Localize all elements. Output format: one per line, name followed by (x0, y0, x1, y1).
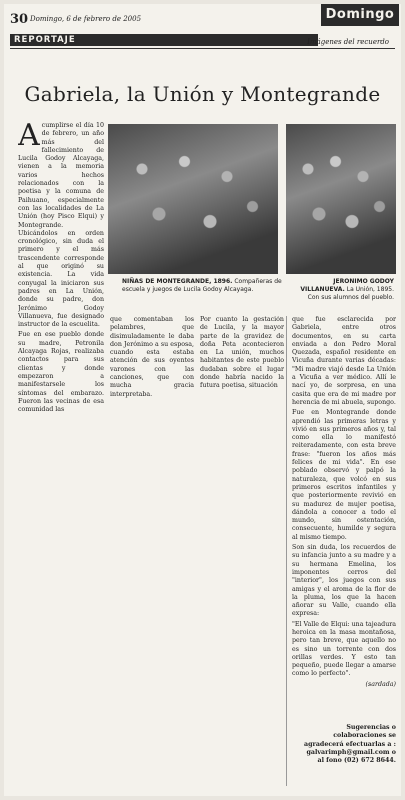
caption-title: JERONIMO GODOY VILLANUEVA. (300, 278, 394, 293)
caption-text: Compañeras de escuela y juegos de Lucila Godoy Alcayaga. (122, 278, 282, 293)
article-signature: (sardada) (365, 680, 396, 688)
header-rule (10, 48, 395, 49)
footer-email: galvarimph@gmail.com o (306, 748, 396, 756)
section-banner: REPORTAJE (10, 34, 318, 46)
article-column-3 (200, 316, 284, 406)
footer-phone: al fono (02) 672 8644. (317, 757, 396, 765)
newspaper-page (4, 4, 401, 796)
caption-title: NIÑAS DE MONTEGRANDE, 1896. (122, 278, 233, 285)
article-paragraph: Fue en ese pueblo donde su madre, Petronila Alcayaga Rojas, realizaba contactos para sus clientas y donde empezaron a manifestarsele los síntomas del embarazo. Fueron las vecinas de esa comunidad las (18, 331, 104, 414)
caption-text: La Unión, 1895. Con sus alumnos del pueblo. (307, 286, 394, 301)
photo-ninas-caption (122, 278, 282, 294)
photo-jeronimo (286, 124, 396, 274)
drop-cap: A (18, 122, 40, 153)
footer-note-line: Sugerencias o colaboraciones se agradecerá efectuarlas a : (304, 724, 396, 748)
article-column-2 (110, 316, 194, 406)
column-divider (286, 316, 287, 786)
article-lead: cumplirse el día 10 de febrero, un año más del fallecimiento de Lucila Godoy Alcayaga, vienen a la memoria varios hechos relacionados con la poetisa y la comuna de Paihuano, especialmente con las localidades de La Unión (hoy Pisco Elqui) y Montegrande. Ubicándolos en orden cronológico, sin duda el primero y el más trascendente corresponde al que originó su existencia. La vida conyugal la iniciaron sus padres en La Unión, donde su padre, don Jerónimo Godoy Villanueva, fue designado instructor de la escuelita. (18, 122, 104, 329)
article-paragraph: Son sin duda, los recuerdos de su infancia junto a su madre y a su hermana Emelina, los imponentes cerros del "interior", los juegos con sus amigas y el aroma de la flor de la pluma, los que la hacen añorar su Valle, cuando ella expresa: (292, 544, 396, 618)
article-paragraph: Por cuanto la gestación de Lucila, y la mayor parte de la gravidez de doña Peta acontecieron en La unión, muchos habitantes de este pueblo dudaban sobre el lugar donde habría nacido la futura poetisa, situación (200, 316, 284, 390)
footer-note (296, 724, 396, 765)
photo-jeronimo-image (286, 124, 396, 274)
article-paragraph: Fue en Montegrande donde aprendió las primeras letras y vivió en sus primeros años y, tal como ella lo manifestó reiteradamente, con esta breve frase: "fueron los años más felices de mi vida". En ese poblado observó y palpó la naturaleza, que volcó en sus primeros escritos infantiles y que posteriormente revivió en su madurez de mujer poetisa, dándola a conocer a todo el mundo, sin ostentación, consecuente, humilde y segura al mismo tiempo. (292, 409, 396, 541)
article-paragraph: que fue esclarecida por Gabriela, entre otros documentos, en su carta enviada a don Pedro Moral Quezada, español residente en Vicuña durante varias décadas: "Mi madre viajó desde La Unión a Vicuña a ver médico. Allí le nací yo, de sorpresa, en una casita que era de mi madre por herencia de mi abuela, supongo. (292, 316, 396, 406)
subsection-label: Imágenes del recuerdo (307, 38, 389, 46)
photo-jeronimo-caption (294, 278, 394, 302)
page-header (4, 4, 401, 48)
photo-ninas-image (108, 124, 278, 274)
article-quote: "El Valle de Elqui: una tajeadura heroica en la masa montañosa, pero tan breve, que aquello no es sino un torrente con dos orillas verdes. Y esto tan pequeño, puede llegar a amarse como lo perfecto". (292, 620, 396, 678)
issue-date: Domingo, 6 de febrero de 2005 (30, 15, 142, 23)
article-column-4 (292, 316, 396, 716)
page-number: 30 (10, 12, 29, 27)
article-title: Gabriela, la Unión y Montegrande (24, 82, 381, 106)
photo-ninas (108, 124, 278, 274)
article-paragraph: que comentaban los pelambres, que disimuladamente le daba don Jerónimo a su esposa, cuando esta estaba atención de sus oyentes varones con las canciones, que con mucha gracia interpretaba. (110, 316, 194, 398)
brand-logo: Domingo (321, 4, 399, 26)
article-column-1 (18, 122, 104, 582)
